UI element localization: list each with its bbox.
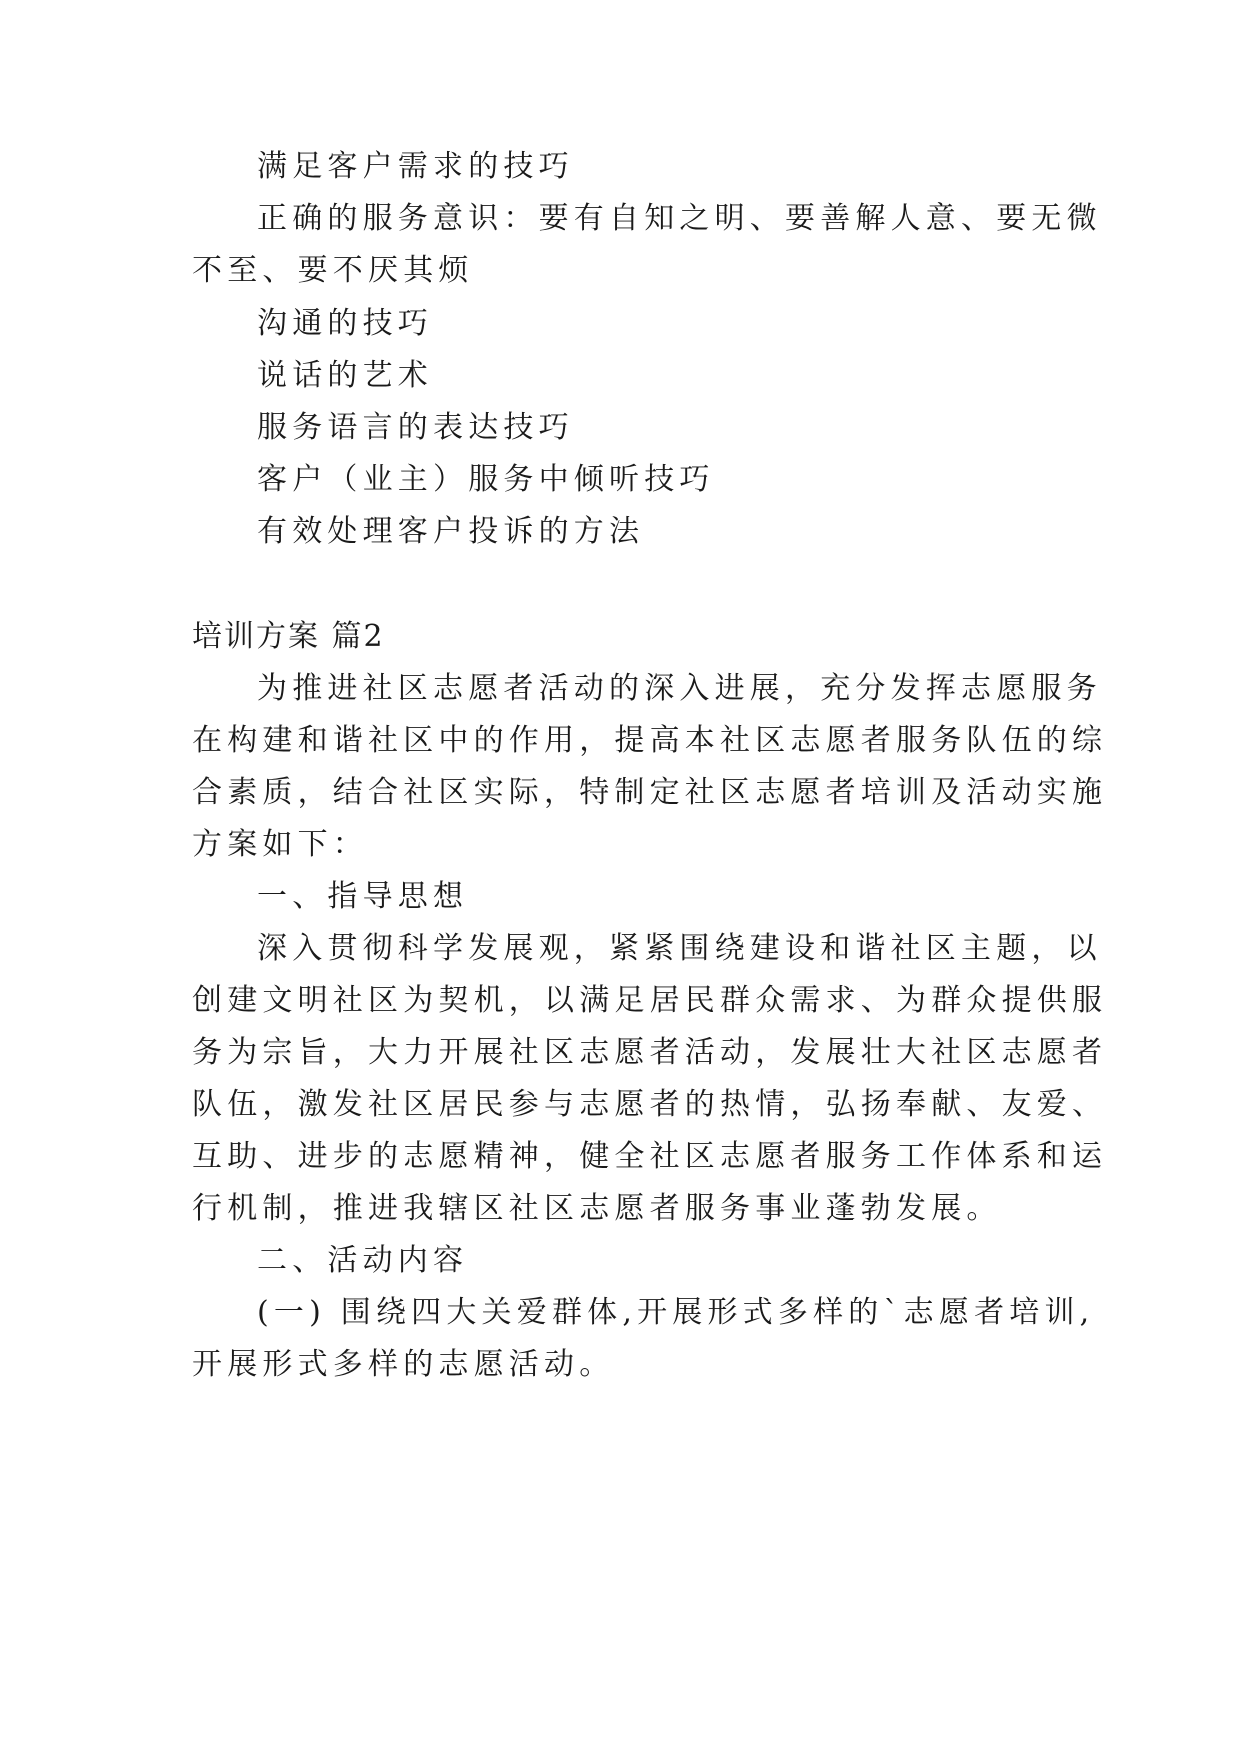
paragraph-line: 合素质，结合社区实际，特制定社区志愿者培训及活动实施 xyxy=(192,775,1108,810)
list-item: 客户（业主）服务中倾听技巧 xyxy=(257,462,715,497)
paragraph-line: 深入贯彻科学发展观，紧紧围绕建设和谐社区主题，以 xyxy=(257,931,1102,966)
list-item: 满足客户需求的技巧 xyxy=(257,149,574,184)
paragraph-line: 为推进社区志愿者活动的深入进展，充分发挥志愿服务 xyxy=(257,671,1102,706)
paragraph-line: 方案如下： xyxy=(192,827,368,862)
section-heading: 培训方案 篇2 xyxy=(192,619,385,654)
list-item: 说话的艺术 xyxy=(257,358,433,393)
list-item: 正确的服务意识：要有自知之明、要善解人意、要无微 xyxy=(257,201,1102,236)
paragraph-line: 务为宗旨，大力开展社区志愿者活动，发展壮大社区志愿者 xyxy=(192,1035,1108,1070)
paragraph-line: 创建文明社区为契机，以满足居民群众需求、为群众提供服 xyxy=(192,983,1108,1018)
list-item: 沟通的技巧 xyxy=(257,306,433,341)
list-item-continuation: 不至、要不厌其烦 xyxy=(192,253,474,288)
paragraph-line: 队伍，激发社区居民参与志愿者的热情，弘扬奉献、友爱、 xyxy=(192,1087,1108,1122)
list-item: 服务语言的表达技巧 xyxy=(257,410,574,445)
subsection-title: 二、活动内容 xyxy=(257,1243,469,1278)
paragraph-line: (一) 围绕四大关爱群体,开展形式多样的`志愿者培训, xyxy=(257,1295,1095,1330)
paragraph-line: 在构建和谐社区中的作用，提高本社区志愿者服务队伍的综 xyxy=(192,723,1108,758)
paragraph-line: 开展形式多样的志愿活动。 xyxy=(192,1347,615,1382)
list-item: 有效处理客户投诉的方法 xyxy=(257,514,645,549)
paragraph-line: 互助、进步的志愿精神，健全社区志愿者服务工作体系和运 xyxy=(192,1139,1108,1174)
subsection-title: 一、指导思想 xyxy=(257,879,469,914)
paragraph-line: 行机制，推进我辖区社区志愿者服务事业蓬勃发展。 xyxy=(192,1191,1002,1226)
